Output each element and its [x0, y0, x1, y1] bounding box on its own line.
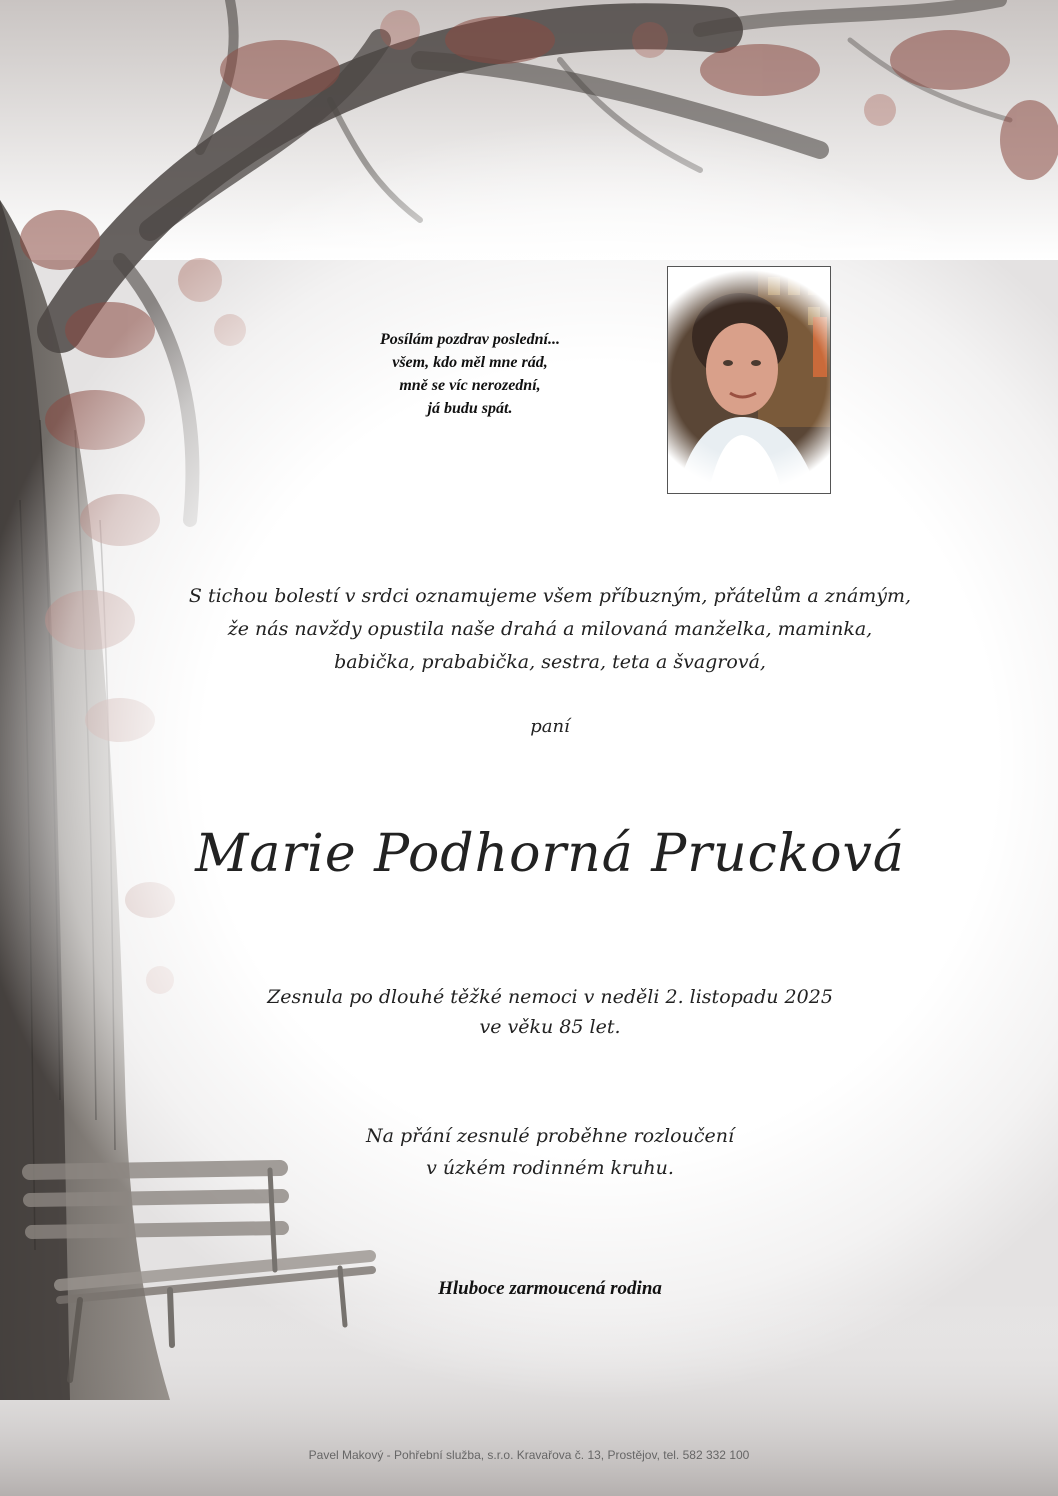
- announcement-line: že nás navždy opustila naše drahá a milovaná manželka, maminka,: [227, 618, 873, 640]
- death-line: ve věku 85 let.: [479, 1016, 621, 1038]
- poem-line: Posílám pozdrav poslední...: [379, 331, 560, 348]
- death-line: Zesnula po dlouhé těžké nemoci v neděli 2. listopadu 2025: [267, 986, 833, 1008]
- funeral-service-footer: Pavel Makový - Pohřební služba, s.r.o. Kravařova č. 13, Prostějov, tel. 582 332 100: [308, 1448, 750, 1462]
- poem: [300, 328, 640, 420]
- farewell-line: Na přání zesnulé proběhne rozloučení: [365, 1125, 735, 1147]
- poem-line: já budu spát.: [427, 400, 513, 417]
- honorific: paní: [530, 716, 570, 737]
- deceased-name: Marie Podhorná Prucková: [195, 824, 905, 884]
- announcement-line: babička, prababička, sestra, teta a švagrová,: [334, 651, 766, 673]
- farewell-notice: [130, 1120, 970, 1184]
- farewell-line: v úzkém rodinném kruhu.: [426, 1157, 674, 1179]
- family-signature: Hluboce zarmoucená rodina: [438, 1278, 662, 1299]
- announcement-line: S tichou bolestí v srdci oznamujeme všem příbuzným, přátelům a známým,: [188, 585, 912, 607]
- death-details: [130, 982, 970, 1042]
- announcement: [130, 580, 970, 679]
- poem-line: mně se víc nerozední,: [399, 377, 541, 394]
- poem-line: všem, kdo měl mne rád,: [392, 354, 548, 371]
- portrait-photo: [667, 266, 831, 494]
- portrait-image: [668, 267, 830, 493]
